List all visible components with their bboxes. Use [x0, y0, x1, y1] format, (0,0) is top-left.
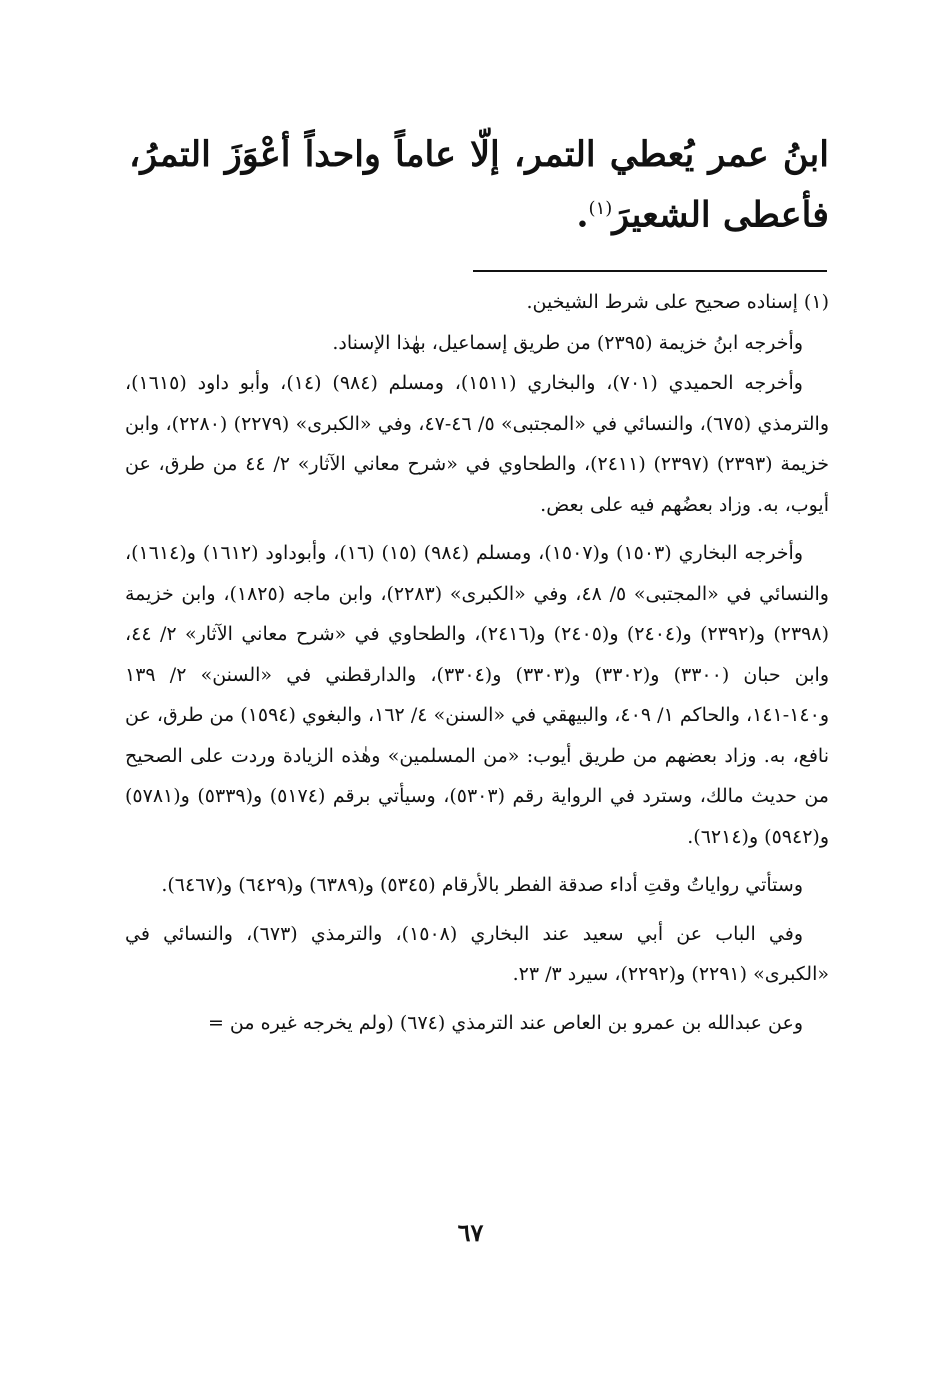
footnote-paragraph: وستأتي رواياتُ وقتِ أداء صدقة الفطر بالأرقام (٥٣٤٥) و(٦٣٨٩) و(٦٤٢٩) و(٦٤٦٧). — [161, 874, 803, 896]
main-text — [129, 128, 829, 243]
footnote-paragraph: وعن عبدالله بن عمرو بن العاص عند الترمذي (٦٧٤) (ولم يخرجه غيره من = — [207, 1011, 803, 1034]
footnote-paragraph: (١) إسناده صحيح على شرط الشيخين. — [526, 291, 829, 313]
footnotes — [125, 282, 829, 1043]
footnote-paragraph: وأخرجه الحميدي (٧٠١)، والبخاري (١٥١١)، ومسلم (٩٨٤) (١٤)، وأبو داود (١٦١٥)، والترمذي (٦٧٥)، والنسائي في «المجتبى» ٥/ ٤٦-٤٧، وفي «الكبرى» (٢٢٧٩) (٢٢٨٠)، وابن خزيمة (٢٣٩٣) (٢٣٩٧) (٢٤١١)، والطحاوي في «شرح معاني الآثار» ٢/ ٤٤ من طرق، عن أيوب، به. وزاد بعضُهم فيه على بعض. — [125, 372, 830, 516]
footnote-separator — [473, 270, 827, 272]
page-number: ٦٧ — [457, 1218, 484, 1247]
footnote-paragraph: وفي الباب عن أبي سعيد عند البخاري (١٥٠٨)، والترمذي (٦٧٣)، والنسائي في «الكبرى» (٢٢٩١) و(٢٢٩٢)، سيرد ٣/ ٢٣. — [125, 922, 829, 985]
footnote-reference[interactable]: (١) — [588, 198, 613, 219]
footnote-paragraph: وأخرجه البخاري (١٥٠٣) و(١٥٠٧)، ومسلم (٩٨٤) (١٥) (١٦)، وأبوداود (١٦١٢) و(١٦١٤)، والنسائي في «المجتبى» ٥/ ٤٨، وفي «الكبرى» (٢٢٨٣)، وابن ماجه (١٨٢٥)، وابن خزيمة (٢٣٩٨) و(٢٣٩٢) و(٢٤٠٤) و(٢٤٠٥) و(٢٤١٦)، والطحاوي في «شرح معاني الآثار» ٢/ ٤٤، وابن حبان (٣٣٠٠) و(٣٣٠٢) و(٣٣٠٣) و(٣٣٠٤)، والدارقطني في «السنن» ٢/ ١٣٩ و١٤٠-١٤١، والحاكم ١/ ٤٠٩، والبيهقي في «السنن» ٤/ ١٦٢، والبغوي (١٥٩٤) من طرق، عن نافع، به. وزاد بعضهم من طريق أيوب: «من المسلمين» وهٰذه الزيادة وردت على الصحيح من حديث مالك، وسترد في الرواية رقم (٥٣٠٣)، وسيأتي برقم (٥١٧٤) و(٥٣٣٩) و(٥٧٨١) و(٥٩٤٢) و(٦٢١٤). — [125, 542, 830, 848]
main-text-end: . — [576, 194, 589, 236]
footnote-paragraph: وأخرجه ابنُ خزيمة (٢٣٩٥) من طريق إسماعيل، بهٰذا الإسناد. — [332, 331, 803, 354]
main-text-body: ابنُ عمر يُعطي التمر، إلّا عاماً واحداً أعْوَزَ التمرُ، فأعطى الشعيرَ — [129, 134, 829, 236]
